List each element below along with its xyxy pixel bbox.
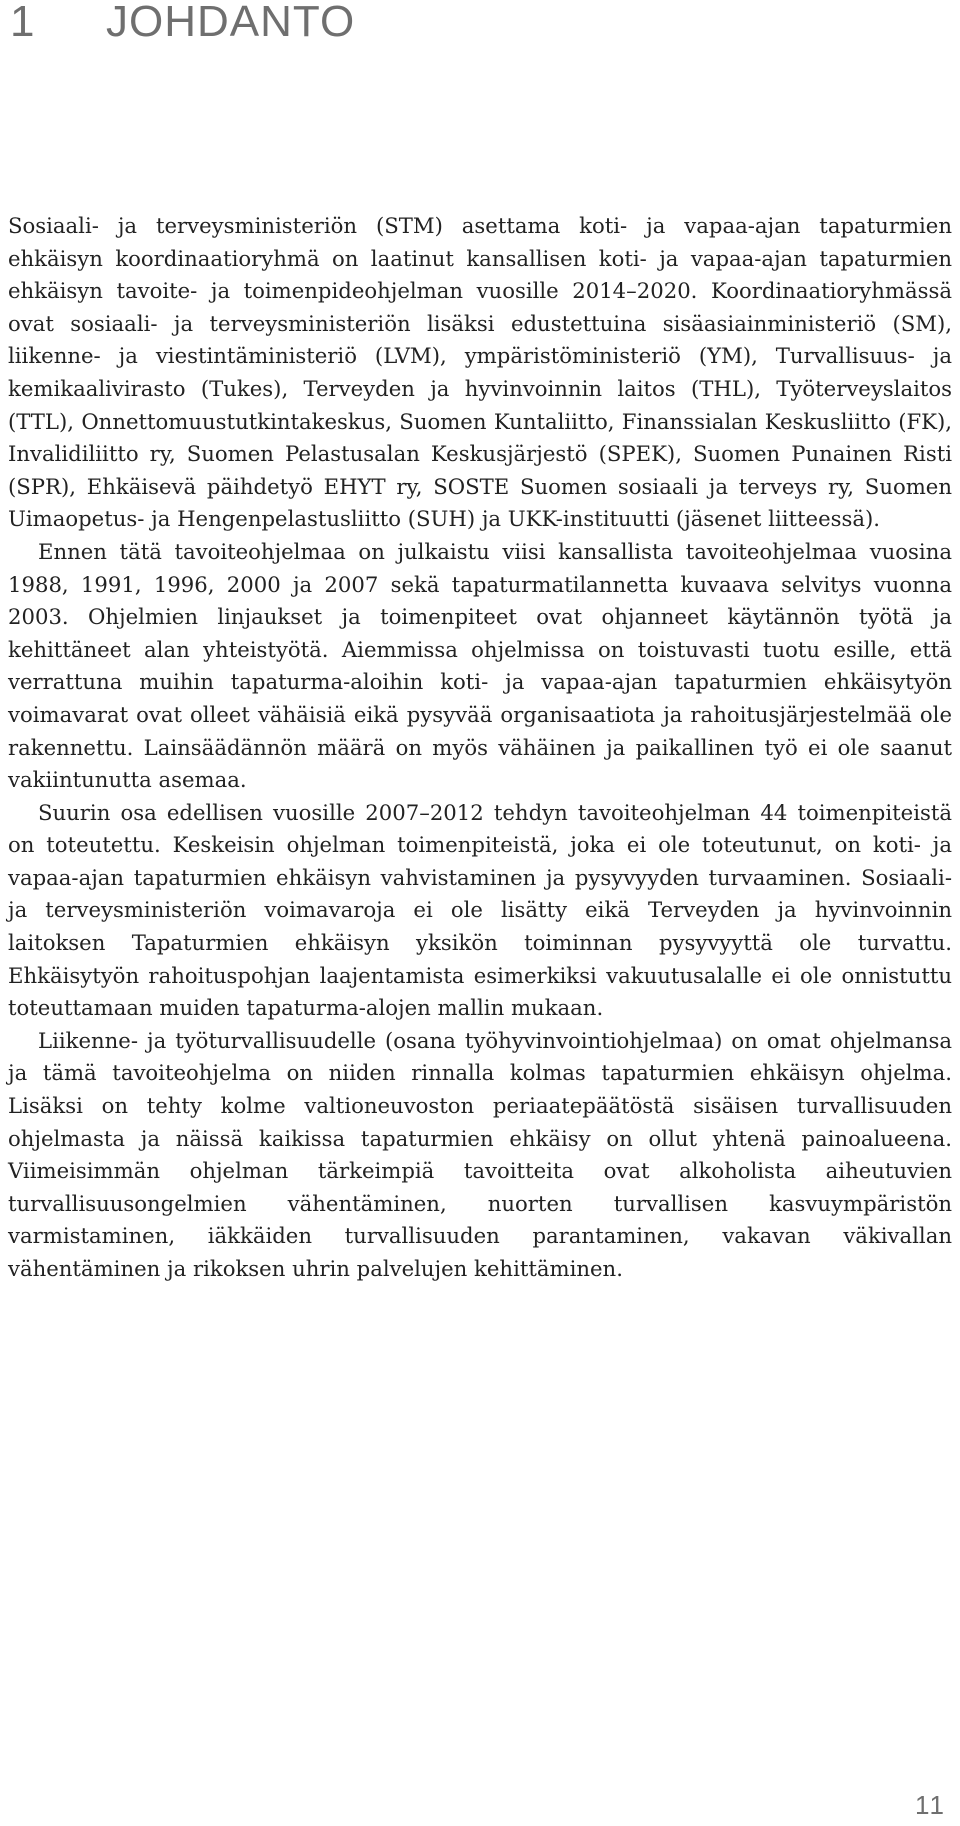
body-text: [8, 210, 952, 1286]
paragraph-intro: Sosiaali- ja terveysministeriön (STM) asettama koti- ja vapaa-ajan tapaturmien ehkäisyn koordinaatioryhmä on laatinut kansallisen koti- ja vapaa-ajan tapaturmien ehkäisyn tavoite- ja toimenpideohjelman vuosille 2014–2020. Koordinaatioryhmässä ovat sosiaali- ja terveysministeriön lisäksi edustettuina sisäasiainministeriö (SM), liikenne- ja viestintäministeriö (LVM), ympäristöministeriö (YM), Turvallisuus- ja kemikaalivirasto (Tukes), Terveyden ja hyvinvoinnin laitos (THL), Työterveyslaitos (TTL), Onnettomuustutkintakeskus, Suomen Kuntaliitto, Finanssialan Keskusliitto (FK), Invalidiliitto ry, Suomen Pelastusalan Keskusjärjestö (SPEK), Suomen Punainen Risti (SPR), Ehkäisevä päihdetyö EHYT ry, SOSTE Suomen sosiaali ja terveys ry, Suomen Uimaopetus- ja Hengenpelastusliitto (SUH) ja UKK-instituutti (jäsenet liitteessä).: [8, 213, 952, 532]
paragraph-previous-programmes: Ennen tätä tavoiteohjelmaa on julkaistu viisi kansallista tavoiteohjelmaa vuosina 1988, 1991, 1996, 2000 ja 2007 sekä tapaturmatilannetta kuvaava selvitys vuonna 2003. Ohjelmien linjaukset ja toimenpiteet ovat ohjanneet käytännön työtä ja kehittäneet alan yhteistyötä. Aiemmissa ohjelmissa on toistuvasti tuotu esille, että verrattuna muihin tapaturma-aloihin koti- ja vapaa-ajan tapaturmien ehkäisytyön voimavarat ovat olleet vähäisiä eikä pysyvää organisaatiota ja rahoitusjärjestelmää ole rakennettu. Lainsäädännön määrä on myös vähäinen ja paikallinen työ ei ole saanut vakiintunutta asemaa.: [8, 538, 952, 793]
chapter-heading: [10, 0, 355, 50]
page-number: 11: [915, 1790, 946, 1820]
paragraph-previous-measures: Suurin osa edellisen vuosille 2007–2012 tehdyn tavoiteohjelman 44 toimenpiteistä on toteutettu. Keskeisin ohjelman toimenpiteistä, joka ei ole toteutunut, on koti- ja vapaa-ajan tapaturmien ehkäisyn vahvistaminen ja pysyvyyden turvaaminen. Sosiaali- ja terveysministeriön voimavaroja ei ole lisätty eikä Terveyden ja hyvinvoinnin laitoksen Tapaturmien ehkäisyn yksikön toiminnan pysyvyyttä ole turvattu. Ehkäisytyön rahoituspohjan laajentamista esimerkiksi vakuutusalalle ei ole onnistuttu toteuttamaan muiden tapaturma-alojen mallin mukaan.: [8, 799, 952, 1021]
chapter-title: JOHDANTO: [106, 0, 356, 46]
chapter-number: 1: [10, 0, 36, 46]
paragraph-related-programmes: Liikenne- ja työturvallisuudelle (osana työhyvinvointiohjelmaa) on omat ohjelmansa ja tämä tavoiteohjelma on niiden rinnalla kolmas tapaturmien ehkäisyn ohjelma. Lisäksi on tehty kolme valtioneuvoston periaatepäätöstä sisäisen turvallisuuden ohjelmasta ja näissä kaikissa tapaturmien ehkäisy on ollut yhtenä painoalueena. Viimeisimmän ohjelman tärkeimpiä tavoitteita ovat alkoholista aiheutuvien turvallisuusongelmien vähentäminen, nuorten turvallisen kasvuympäristön varmistaminen, iäkkäiden turvallisuuden parantaminen, vakavan väkivallan vähentäminen ja rikoksen uhrin palvelujen kehittäminen.: [8, 1027, 952, 1281]
